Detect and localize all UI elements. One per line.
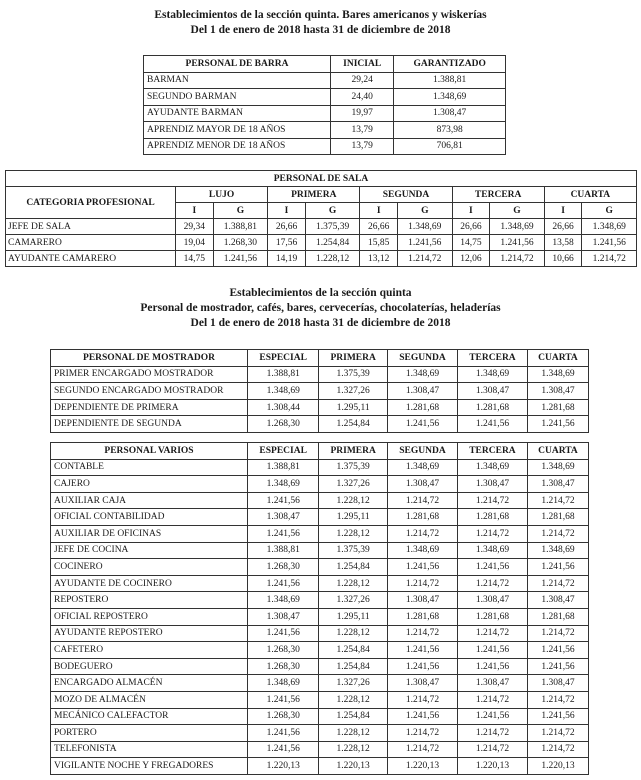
cell-value: 1.241,56 [457,416,527,433]
cell-value: 1.268,30 [248,642,319,659]
cell-value: 1.281,68 [527,399,588,416]
cell-value: 17,56 [268,235,306,251]
sub-header: G [213,203,268,219]
cell-value: 1.268,30 [248,559,319,576]
sub-header: G [582,203,637,219]
cell-value: 1.241,56 [457,559,527,576]
table-row [51,575,589,592]
cell-value: 1.348,69 [457,459,527,476]
cell-value: 1.327,26 [319,476,388,493]
row-label: PORTERO [51,725,248,742]
cell-value: 1.281,68 [457,399,527,416]
table-row [144,72,506,89]
cell-value: 10,66 [544,251,582,267]
table-row [51,509,589,526]
cell-value: 1.308,47 [527,476,588,493]
cell-value: 1.281,68 [387,399,457,416]
cell-value: 1.214,72 [490,251,545,267]
section1-title [0,8,641,38]
cell-value: 1.327,26 [319,592,388,609]
row-label: APRENDIZ MENOR DE 18 AÑOS [144,138,331,155]
cell-value: 1.308,47 [457,592,527,609]
cell-value: 1.295,11 [319,608,388,625]
table-row [51,691,589,708]
sub-header: I [176,203,214,219]
personal-barra-table [143,55,506,155]
cell-value: 1.308,47 [527,675,588,692]
cell-value: 1.228,12 [319,492,388,509]
row-label: VIGILANTE NOCHE Y FREGADORES [51,758,248,775]
cell-value: 1.228,12 [319,741,388,758]
cell-value: 1.281,68 [527,608,588,625]
column-header: PRIMERA [319,350,388,367]
cell-value: 1.348,69 [527,366,588,383]
cell-value: 1.375,39 [319,459,388,476]
cell-value: 1.254,84 [319,559,388,576]
cell-value: 1.308,44 [248,399,319,416]
cell-value: 1.254,84 [319,642,388,659]
cell-value: 14,75 [452,235,490,251]
table-row [51,459,589,476]
cell-value: 1.241,56 [527,642,588,659]
table-row [51,559,589,576]
cell-value: 19,04 [176,235,214,251]
cell-value: 1.308,47 [248,509,319,526]
row-label: AYUDANTE BARMAN [144,105,331,122]
cell-value: 1.220,13 [248,758,319,775]
table-row [51,708,589,725]
cell-value: 1.214,72 [387,725,457,742]
cell-value: 1.241,56 [248,625,319,642]
row-label: APRENDIZ MAYOR DE 18 AÑOS [144,122,331,139]
cell-value: 13,79 [331,138,394,155]
group-header: SEGUNDA [360,187,452,203]
cell-value: 29,34 [176,219,214,235]
cell-value: 1.220,13 [457,758,527,775]
cell-value: 1.327,26 [319,675,388,692]
section2-title [0,286,641,331]
cell-value: 1.388,81 [248,366,319,383]
table-row [6,235,637,251]
table-row [51,608,589,625]
table-row [6,219,637,235]
cell-value: 1.268,30 [213,235,268,251]
cell-value: 1.241,56 [248,575,319,592]
column-header: SEGUNDA [387,350,457,367]
cell-value: 1.241,56 [248,525,319,542]
row-label: DEPENDIENTE DE SEGUNDA [51,416,248,433]
cell-value: 1.348,69 [582,219,637,235]
cell-value: 1.348,69 [394,89,506,106]
row-label: AUXILIAR DE OFICINAS [51,525,248,542]
cell-value: 29,24 [331,72,394,89]
table-row [51,675,589,692]
column-header: PERSONAL DE MOSTRADOR [51,350,248,367]
table-row [51,741,589,758]
cell-value: 1.308,47 [387,383,457,400]
cell-value: 1.268,30 [248,658,319,675]
table-row [144,89,506,106]
cell-value: 1.241,56 [490,235,545,251]
cell-value: 26,66 [268,219,306,235]
cell-value: 1.214,72 [387,575,457,592]
cell-value: 1.308,47 [387,476,457,493]
cell-value: 1.254,84 [319,708,388,725]
cell-value: 1.254,84 [305,235,360,251]
cell-value: 1.241,56 [387,708,457,725]
cell-value: 1.214,72 [527,625,588,642]
sub-header: I [452,203,490,219]
cell-value: 1.388,81 [248,459,319,476]
cell-value: 14,19 [268,251,306,267]
cell-value: 1.308,47 [457,476,527,493]
table-row [51,383,589,400]
cell-value: 1.214,72 [457,625,527,642]
cell-value: 1.214,72 [387,492,457,509]
personal-varios-table [50,442,589,775]
cell-value: 19,97 [331,105,394,122]
cell-value: 706,81 [394,138,506,155]
table-row [51,525,589,542]
cell-value: 1.228,12 [319,575,388,592]
cell-value: 12,06 [452,251,490,267]
cell-value: 1.241,56 [527,658,588,675]
cell-value: 1.308,47 [387,592,457,609]
row-label: DEPENDIENTE DE PRIMERA [51,399,248,416]
cell-value: 1.214,72 [457,725,527,742]
cell-value: 1.268,30 [248,708,319,725]
cell-value: 14,75 [176,251,214,267]
section2-title-line1: Establecimientos de la sección quinta [229,287,412,299]
cell-value: 1.241,56 [387,642,457,659]
cell-value: 1.241,56 [248,492,319,509]
cell-value: 1.241,56 [527,708,588,725]
table-row [51,542,589,559]
cell-value: 1.228,12 [319,691,388,708]
row-label: AYUDANTE DE COCINERO [51,575,248,592]
table-row [51,642,589,659]
row-label: CAFETERO [51,642,248,659]
cell-value: 26,66 [452,219,490,235]
cell-value: 1.241,56 [248,725,319,742]
cell-value: 1.281,68 [457,608,527,625]
column-header: TERCERA [457,443,527,460]
group-header: CUARTA [544,187,636,203]
cell-value: 13,58 [544,235,582,251]
cell-value: 1.214,72 [387,691,457,708]
cell-value: 1.214,72 [457,492,527,509]
cell-value: 1.268,30 [248,416,319,433]
sub-header: G [490,203,545,219]
cell-value: 1.388,81 [394,72,506,89]
table-row [6,251,637,267]
row-label: REPOSTERO [51,592,248,609]
cell-value: 1.241,56 [457,708,527,725]
cell-value: 1.281,68 [527,509,588,526]
cell-value: 1.327,26 [319,383,388,400]
cell-value: 1.228,12 [305,251,360,267]
row-label: JEFE DE SALA [6,219,176,235]
column-header: TERCERA [457,350,527,367]
cell-value: 1.308,47 [457,383,527,400]
table-row [51,492,589,509]
row-label: SEGUNDO ENCARGADO MOSTRADOR [51,383,248,400]
cell-value: 1.348,69 [387,542,457,559]
cell-value: 1.254,84 [319,658,388,675]
cell-value: 1.348,69 [248,476,319,493]
table-row [51,625,589,642]
cell-value: 1.308,47 [387,675,457,692]
cell-value: 1.348,69 [527,459,588,476]
cell-value: 1.241,56 [527,416,588,433]
cell-value: 1.220,13 [387,758,457,775]
cell-value: 1.241,56 [457,658,527,675]
cell-value: 1.348,69 [248,675,319,692]
sala-title: PERSONAL DE SALA [6,171,637,187]
table-row [144,138,506,155]
cell-value: 1.348,69 [527,542,588,559]
cell-value: 1.214,72 [527,492,588,509]
cell-value: 1.228,12 [319,725,388,742]
cell-value: 1.214,72 [527,525,588,542]
cell-value: 1.348,69 [387,459,457,476]
column-header: CUARTA [527,443,588,460]
cell-value: 1.228,12 [319,625,388,642]
personal-mostrador-table [50,349,589,433]
cell-value: 26,66 [544,219,582,235]
cell-value: 24,40 [331,89,394,106]
column-header: INICIAL [331,56,394,73]
row-label: TELEFONISTA [51,741,248,758]
cell-value: 873,98 [394,122,506,139]
cell-value: 1.214,72 [527,691,588,708]
cell-value: 1.214,72 [457,525,527,542]
group-header: PRIMERA [268,187,360,203]
cell-value: 1.348,69 [398,219,453,235]
cell-value: 1.214,72 [527,725,588,742]
cell-value: 26,66 [360,219,398,235]
cell-value: 1.281,68 [387,509,457,526]
table-row [51,416,589,433]
cell-value: 1.254,84 [319,416,388,433]
sub-header: I [544,203,582,219]
cell-value: 1.241,56 [248,741,319,758]
cell-value: 1.214,72 [582,251,637,267]
group-header: LUJO [176,187,268,203]
column-header: PERSONAL VARIOS [51,443,248,460]
group-header: TERCERA [452,187,544,203]
cell-value: 1.214,72 [527,741,588,758]
section2-title-line3: Del 1 de enero de 2018 hasta 31 de diciembre de 2018 [190,317,451,329]
table-row [51,658,589,675]
cell-value: 13,79 [331,122,394,139]
sub-header: I [360,203,398,219]
row-label: OFICIAL REPOSTERO [51,608,248,625]
cell-value: 1.281,68 [387,608,457,625]
categoria-header: CATEGORIA PROFESIONAL [6,187,176,219]
cell-value: 1.388,81 [248,542,319,559]
cell-value: 1.308,47 [394,105,506,122]
cell-value: 1.214,72 [527,575,588,592]
row-label: COCINERO [51,559,248,576]
cell-value: 15,85 [360,235,398,251]
cell-value: 1.214,72 [457,741,527,758]
cell-value: 1.348,69 [248,592,319,609]
cell-value: 1.214,72 [457,691,527,708]
column-header: SEGUNDA [387,443,457,460]
row-label: JEFE DE COCINA [51,542,248,559]
personal-sala-table [5,170,637,267]
row-label: MOZO DE ALMACÉN [51,691,248,708]
cell-value: 1.281,68 [457,509,527,526]
cell-value: 1.241,56 [387,658,457,675]
cell-value: 1.214,72 [387,625,457,642]
table-row [51,725,589,742]
cell-value: 1.308,47 [527,592,588,609]
row-label: BODEGUERO [51,658,248,675]
row-label: PRIMER ENCARGADO MOSTRADOR [51,366,248,383]
cell-value: 1.375,39 [305,219,360,235]
cell-value: 1.308,47 [527,383,588,400]
table-row [51,758,589,775]
cell-value: 1.295,11 [319,399,388,416]
cell-value: 1.220,13 [527,758,588,775]
cell-value: 1.241,56 [457,642,527,659]
column-header: PERSONAL DE BARRA [144,56,331,73]
row-label: AUXILIAR CAJA [51,492,248,509]
cell-value: 1.348,69 [248,383,319,400]
cell-value: 1.214,72 [387,525,457,542]
cell-value: 1.348,69 [457,542,527,559]
column-header: ESPECIAL [248,350,319,367]
cell-value: 1.348,69 [457,366,527,383]
cell-value: 1.375,39 [319,366,388,383]
cell-value: 1.241,56 [582,235,637,251]
column-header: CUARTA [527,350,588,367]
cell-value: 1.220,13 [319,758,388,775]
cell-value: 13,12 [360,251,398,267]
row-label: MECÁNICO CALEFACTOR [51,708,248,725]
cell-value: 1.214,72 [387,741,457,758]
cell-value: 1.375,39 [319,542,388,559]
sub-header: I [268,203,306,219]
column-header: ESPECIAL [248,443,319,460]
cell-value: 1.388,81 [213,219,268,235]
cell-value: 1.308,47 [457,675,527,692]
column-header: GARANTIZADO [394,56,506,73]
cell-value: 1.241,56 [527,559,588,576]
table-row [144,105,506,122]
row-label: CAMARERO [6,235,176,251]
row-label: CAJERO [51,476,248,493]
cell-value: 1.241,56 [398,235,453,251]
sub-header: G [398,203,453,219]
section1-title-line2: Del 1 de enero de 2018 hasta 31 de diciembre de 2018 [190,24,451,36]
cell-value: 1.241,56 [248,691,319,708]
cell-value: 1.228,12 [319,525,388,542]
cell-value: 1.348,69 [490,219,545,235]
row-label: BARMAN [144,72,331,89]
cell-value: 1.241,56 [387,559,457,576]
cell-value: 1.241,56 [387,416,457,433]
table-row [144,122,506,139]
row-label: OFICIAL CONTABILIDAD [51,509,248,526]
table-row [51,366,589,383]
section1-title-line1: Establecimientos de la sección quinta. Bares americanos y wiskerías [154,9,487,21]
cell-value: 1.214,72 [457,575,527,592]
sub-header: G [305,203,360,219]
row-label: ENCARGADO ALMACÉN [51,675,248,692]
row-label: AYUDANTE REPOSTERO [51,625,248,642]
cell-value: 1.308,47 [248,608,319,625]
table-row [51,476,589,493]
table-row [51,399,589,416]
cell-value: 1.348,69 [387,366,457,383]
table-row [51,592,589,609]
cell-value: 1.241,56 [213,251,268,267]
row-label: SEGUNDO BARMAN [144,89,331,106]
cell-value: 1.214,72 [398,251,453,267]
section2-title-line2: Personal de mostrador, cafés, bares, cervecerías, chocolaterías, heladerías [140,302,501,314]
column-header: PRIMERA [319,443,388,460]
row-label: CONTABLE [51,459,248,476]
row-label: AYUDANTE CAMARERO [6,251,176,267]
cell-value: 1.295,11 [319,509,388,526]
